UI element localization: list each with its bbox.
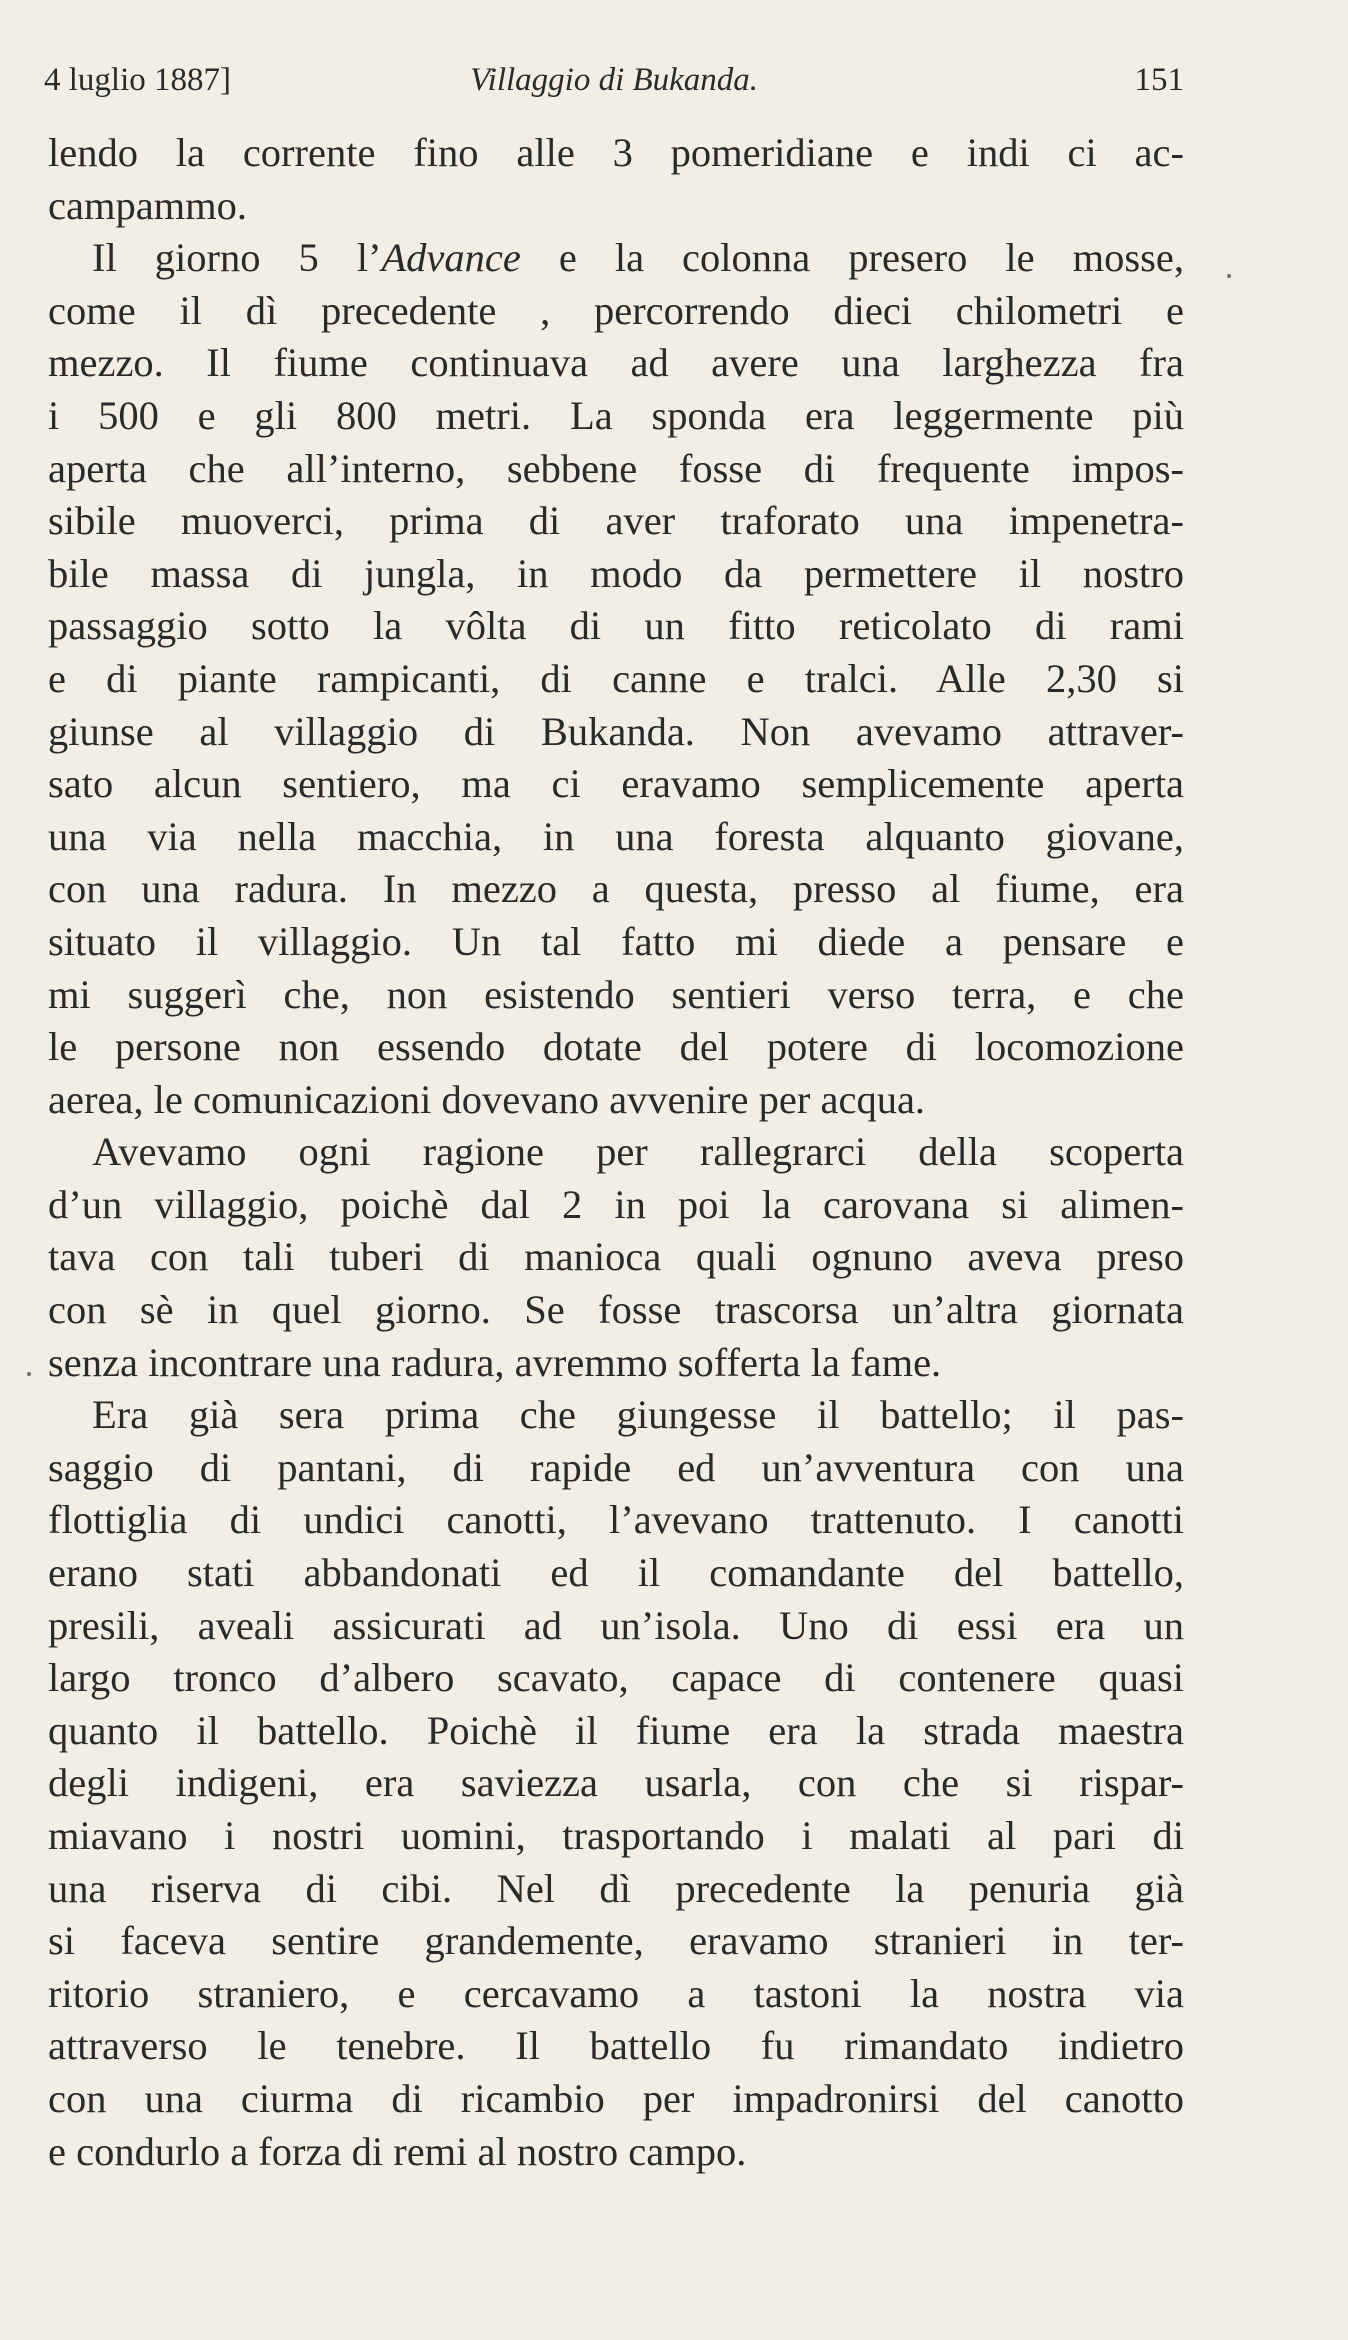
text-line: erano stati abbandonati ed il comandante del battello, xyxy=(48,1550,1184,1596)
text-line: le persone non essendo dotate del potere di locomozione xyxy=(48,1024,1184,1070)
text-line: con una ciurma di ricambio per impadronirsi del canotto xyxy=(48,2075,1184,2121)
text-line: tava con tali tuberi di manioca quali ognuno aveva preso xyxy=(48,1234,1184,1280)
text-line: bile massa di jungla, in modo da permettere il nostro xyxy=(48,550,1184,596)
text-line: sibile muoverci, prima di aver traforato una impenetra- xyxy=(48,498,1184,544)
text-line: senza incontrare una radura, avremmo sofferta la fame. xyxy=(48,1339,942,1385)
running-header xyxy=(44,58,1184,102)
paragraph xyxy=(48,1126,1184,1389)
text-line: attraverso le tenebre. Il battello fu rimandato indietro xyxy=(48,2023,1184,2069)
page-number: 151 xyxy=(1134,62,1184,98)
text-line: aerea, le comunicazioni dovevano avvenire per acqua. xyxy=(48,1076,926,1122)
text-line: si faceva sentire grandemente, eravamo stranieri in ter- xyxy=(48,1918,1184,1964)
page-speck xyxy=(27,1372,31,1376)
text-line: lendo la corrente fino alle 3 pomeridiane e indi ci ac- xyxy=(48,130,1184,175)
text-line: mi suggerì che, non esistendo sentieri verso terra, e che xyxy=(48,971,1184,1017)
text-line: una riserva di cibi. Nel dì precedente la penuria già xyxy=(48,1865,1184,1911)
page-speck xyxy=(1227,274,1231,278)
paragraph xyxy=(48,232,1184,1126)
paragraph xyxy=(48,1389,1184,2178)
text-line: largo tronco d’albero scavato, capace di contenere quasi xyxy=(48,1655,1184,1701)
text-line: quanto il battello. Poichè il fiume era la strada maestra xyxy=(48,1707,1184,1753)
text-line: e di piante rampicanti, di canne e tralci. Alle 2,30 si xyxy=(48,655,1184,701)
text-line: saggio di pantani, di rapide ed un’avventura con una xyxy=(48,1444,1184,1490)
text-line: flottiglia di undici canotti, l’avevano trattenuto. I canotti xyxy=(48,1497,1184,1543)
text-line: ritorio straniero, e cercavamo a tastoni la nostra via xyxy=(48,1970,1184,2016)
text-line: degli indigeni, era saviezza usarla, con che si rispar- xyxy=(48,1760,1184,1806)
text-line: giunse al villaggio di Bukanda. Non avevamo attraver- xyxy=(48,708,1184,754)
text-line: presili, aveali assicurati ad un’isola. Uno di essi era un xyxy=(48,1602,1184,1648)
body-text xyxy=(48,127,1184,2178)
text-line: i 500 e gli 800 metri. La sponda era leggermente più xyxy=(48,392,1184,438)
text-line: miavano i nostri uomini, trasportando i malati al pari di xyxy=(48,1813,1184,1858)
text-line: con sè in quel giorno. Se fosse trascorsa un’altra giornata xyxy=(48,1287,1184,1333)
text-line: Era già sera prima che giungesse il battello; il pas- xyxy=(92,1392,1184,1438)
header-date: 4 luglio 1887] xyxy=(44,62,231,98)
header-title: Villaggio di Bukanda. xyxy=(469,62,759,98)
ship-name: Advance xyxy=(381,235,521,281)
text-line: d’un villaggio, poichè dal 2 in poi la carovana si alimen- xyxy=(48,1181,1184,1227)
text-line: e condurlo a forza di remi al nostro campo. xyxy=(48,2128,747,2174)
text-line: campammo. xyxy=(48,182,248,228)
text-line: come il dì precedente , percorrendo dieci chilometri e xyxy=(48,287,1184,333)
text-line: Avevamo ogni ragione per rallegrarci della scoperta xyxy=(92,1129,1184,1175)
paragraph xyxy=(48,127,1184,232)
text-line: sato alcun sentiero, ma ci eravamo semplicemente aperta xyxy=(48,761,1184,807)
text-line: passaggio sotto la vôlta di un fitto reticolato di rami xyxy=(48,603,1184,649)
text-line: situato il villaggio. Un tal fatto mi diede a pensare e xyxy=(48,918,1184,964)
text-line: mezzo. Il fiume continuava ad avere una larghezza fra xyxy=(48,340,1184,386)
text-line: con una radura. In mezzo a questa, presso al fiume, era xyxy=(48,866,1184,912)
text-line: una via nella macchia, in una foresta alquanto giovane, xyxy=(48,813,1184,859)
text-line: aperta che all’interno, sebbene fosse di frequente impos- xyxy=(48,445,1184,491)
text-line: Il giorno 5 l’Advance e la colonna presero le mosse, xyxy=(92,235,1184,281)
